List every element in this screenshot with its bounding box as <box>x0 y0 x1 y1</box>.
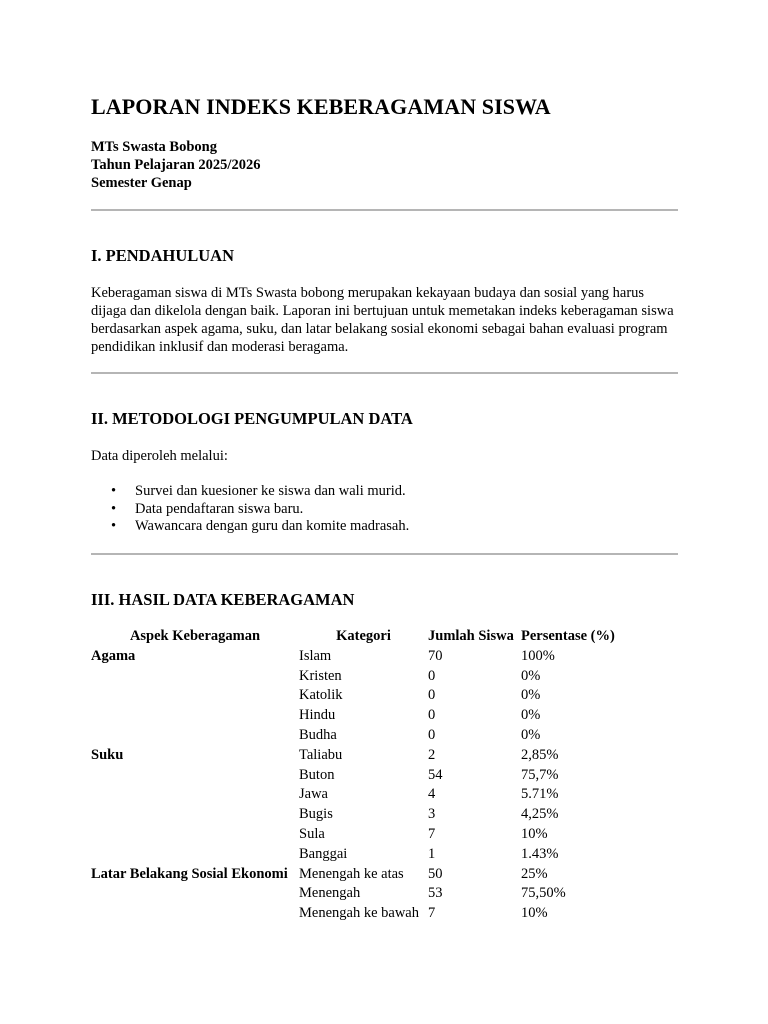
count-cell: 7 <box>428 905 436 922</box>
semester: Semester Genap <box>91 175 192 191</box>
count-cell: 1 <box>428 845 436 862</box>
category-cell: Kristen <box>299 667 342 684</box>
aspect-cell: Latar Belakang Sosial Ekonomi <box>91 865 288 882</box>
category-cell: Hindu <box>299 707 336 724</box>
count-cell: 53 <box>428 885 443 902</box>
category-cell: Banggai <box>299 845 348 862</box>
aspect-cell <box>91 884 299 904</box>
list-item: • Survei dan kuesioner ke siswa dan wali murid. <box>91 483 409 501</box>
percentage-cell: 75,7% <box>521 766 559 783</box>
percentage-cell: 5.71% <box>521 786 559 803</box>
section-heading-intro: I. PENDAHULUAN <box>91 246 235 265</box>
table-row <box>91 746 641 766</box>
percentage-cell: 75,50% <box>521 885 566 902</box>
table-row <box>91 825 641 845</box>
count-cell: 3 <box>428 806 436 823</box>
aspect-cell: Suku <box>91 746 124 763</box>
category-cell: Buton <box>299 766 335 783</box>
column-header-percentage: Persentase (%) <box>521 628 615 644</box>
report-title: LAPORAN INDEKS KEBERAGAMAN SISWA <box>91 94 551 119</box>
method-list <box>91 483 409 536</box>
count-cell: 0 <box>428 687 436 704</box>
percentage-cell: 4,25% <box>521 806 559 823</box>
report-meta <box>91 138 260 192</box>
count-cell: 7 <box>428 825 436 842</box>
count-cell: 54 <box>428 766 443 783</box>
category-cell: Menengah ke atas <box>299 865 404 882</box>
table-row <box>91 904 641 924</box>
category-cell: Islam <box>299 647 332 664</box>
table-row <box>91 667 641 687</box>
category-cell: Budha <box>299 726 337 743</box>
section-heading-results: III. HASIL DATA KEBERAGAMAN <box>91 590 355 609</box>
aspect-cell <box>91 706 299 726</box>
aspect-cell <box>91 904 299 924</box>
table-row <box>91 706 641 726</box>
table-row <box>91 766 641 786</box>
category-cell: Menengah <box>299 885 361 902</box>
aspect-cell <box>91 825 299 845</box>
count-cell: 2 <box>428 746 436 763</box>
count-cell: 4 <box>428 786 436 803</box>
percentage-cell: 0% <box>521 707 541 724</box>
count-cell: 0 <box>428 667 436 684</box>
aspect-cell <box>91 845 299 865</box>
count-cell: 0 <box>428 707 436 724</box>
percentage-cell: 0% <box>521 667 541 684</box>
count-cell: 70 <box>428 647 443 664</box>
table-row <box>91 884 641 904</box>
aspect-cell <box>91 766 299 786</box>
divider <box>91 209 678 211</box>
divider <box>91 553 678 555</box>
academic-year: Tahun Pelajaran 2025/2026 <box>91 157 261 173</box>
section-heading-method: II. METODOLOGI PENGUMPULAN DATA <box>91 409 413 428</box>
aspect-cell <box>91 805 299 825</box>
aspect-cell: Agama <box>91 647 136 664</box>
percentage-cell: 2,85% <box>521 746 559 763</box>
column-header-aspect: Aspek Keberagaman <box>129 628 261 644</box>
diversity-table <box>91 627 641 924</box>
column-header-count: Jumlah Siswa <box>428 628 514 644</box>
count-cell: 0 <box>428 726 436 743</box>
percentage-cell: 100% <box>521 647 555 664</box>
method-intro: Data diperoleh melalui: <box>91 448 228 464</box>
category-cell: Jawa <box>299 786 328 803</box>
aspect-cell <box>91 785 299 805</box>
column-header-category: Kategori <box>336 628 391 644</box>
category-cell: Taliabu <box>299 746 343 763</box>
table-row <box>91 845 641 865</box>
category-cell: Sula <box>299 825 325 842</box>
divider <box>91 372 678 374</box>
table-row <box>91 686 641 706</box>
table-row <box>91 805 641 825</box>
table-row <box>91 865 641 885</box>
category-cell: Katolik <box>299 687 343 704</box>
table-row <box>91 726 641 746</box>
percentage-cell: 25% <box>521 865 548 882</box>
intro-paragraph: Keberagaman siswa di MTs Swasta bobong merupakan kekayaan budaya dan sosial yang harus dijaga dan dikelola dengan baik. Laporan ini bertujuan untuk memetakan indeks keberagaman siswa berdasarkan aspek agama, suku, dan latar belakang sosial ekonomi sebagai bahan evaluasi program pendidikan inklusif dan moderasi beragama. <box>91 285 674 355</box>
table-row <box>91 647 641 667</box>
percentage-cell: 0% <box>521 726 541 743</box>
table-row <box>91 785 641 805</box>
aspect-cell <box>91 726 299 746</box>
category-cell: Menengah ke bawah <box>299 905 419 922</box>
table-header-row <box>91 627 641 647</box>
percentage-cell: 1.43% <box>521 845 559 862</box>
aspect-cell <box>91 686 299 706</box>
percentage-cell: 10% <box>521 905 548 922</box>
aspect-cell <box>91 667 299 687</box>
category-cell: Bugis <box>299 806 333 823</box>
list-item: • Data pendaftaran siswa baru. <box>91 501 409 519</box>
percentage-cell: 10% <box>521 825 548 842</box>
list-item: • Wawancara dengan guru dan komite madrasah. <box>91 518 409 536</box>
percentage-cell: 0% <box>521 687 541 704</box>
count-cell: 50 <box>428 865 443 882</box>
school-name: MTs Swasta Bobong <box>91 139 217 155</box>
